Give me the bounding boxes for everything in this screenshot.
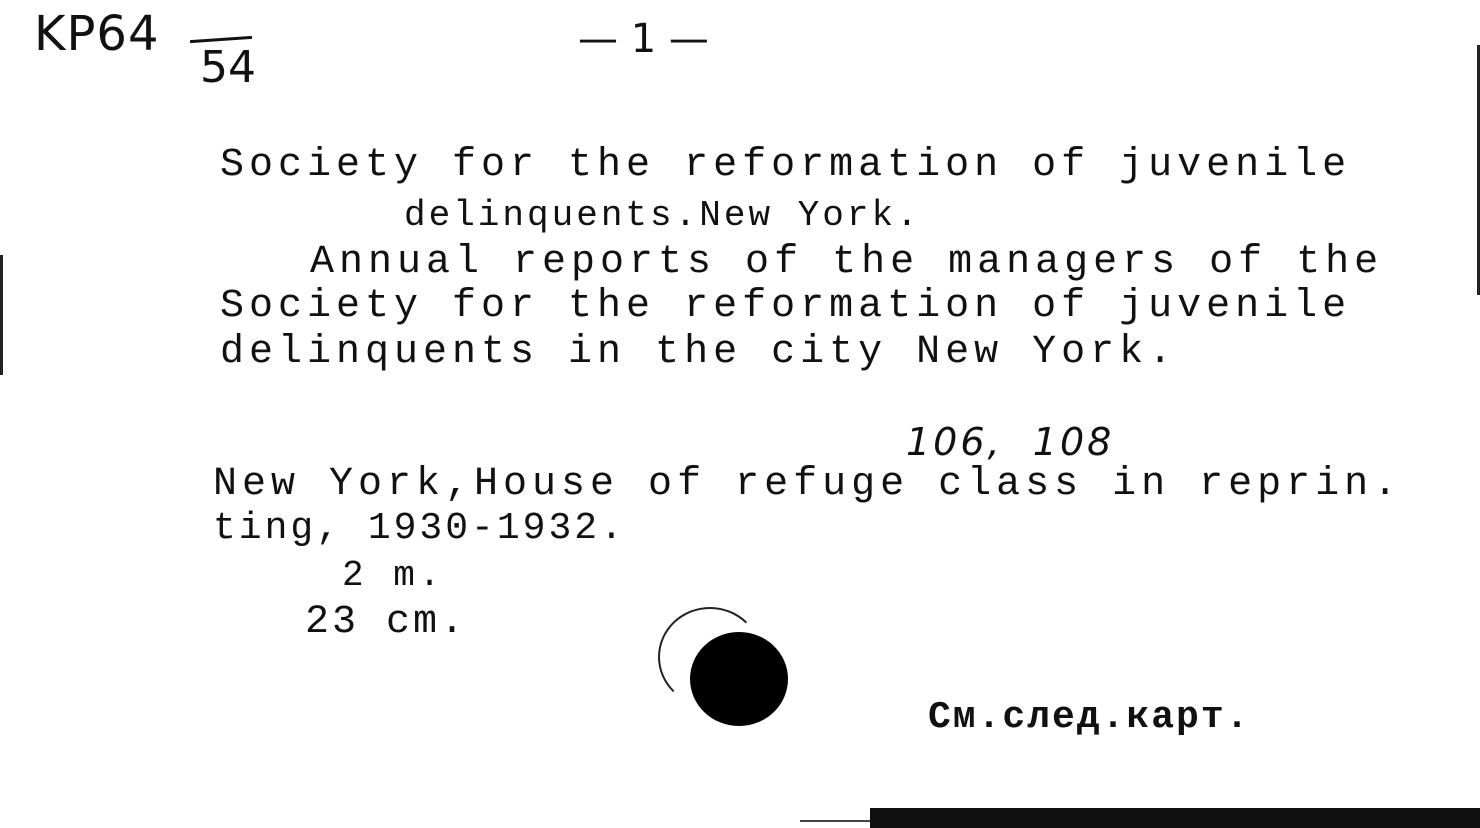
- heading-line-2: delinquents.New York.: [404, 195, 921, 236]
- title-line-3: delinquents in the city New York.: [220, 330, 1178, 375]
- volumes: 2 m.: [342, 555, 445, 596]
- see-next-card: См.след.карт.: [928, 696, 1251, 739]
- title-line-1: Annual reports of the managers of the: [310, 240, 1384, 285]
- card-bottom-band: [870, 808, 1480, 828]
- card-left-edge: [0, 255, 3, 375]
- imprint-line-1: New York,House of refuge class in reprin.: [213, 462, 1403, 507]
- call-number-main: KP64: [34, 6, 160, 62]
- imprint-line-2: ting, 1930-1932.: [213, 507, 626, 550]
- page-marker: — 1 —: [578, 16, 709, 62]
- heading-line-1: Society for the reformation of juvenile: [220, 143, 1352, 188]
- call-number-sub: 54: [200, 42, 256, 93]
- handwritten-numbers: 106, 108: [906, 420, 1115, 464]
- size: 23 cm.: [305, 600, 468, 645]
- punch-hole: [690, 632, 788, 726]
- title-line-2: Society for the reformation of juvenile: [220, 284, 1352, 329]
